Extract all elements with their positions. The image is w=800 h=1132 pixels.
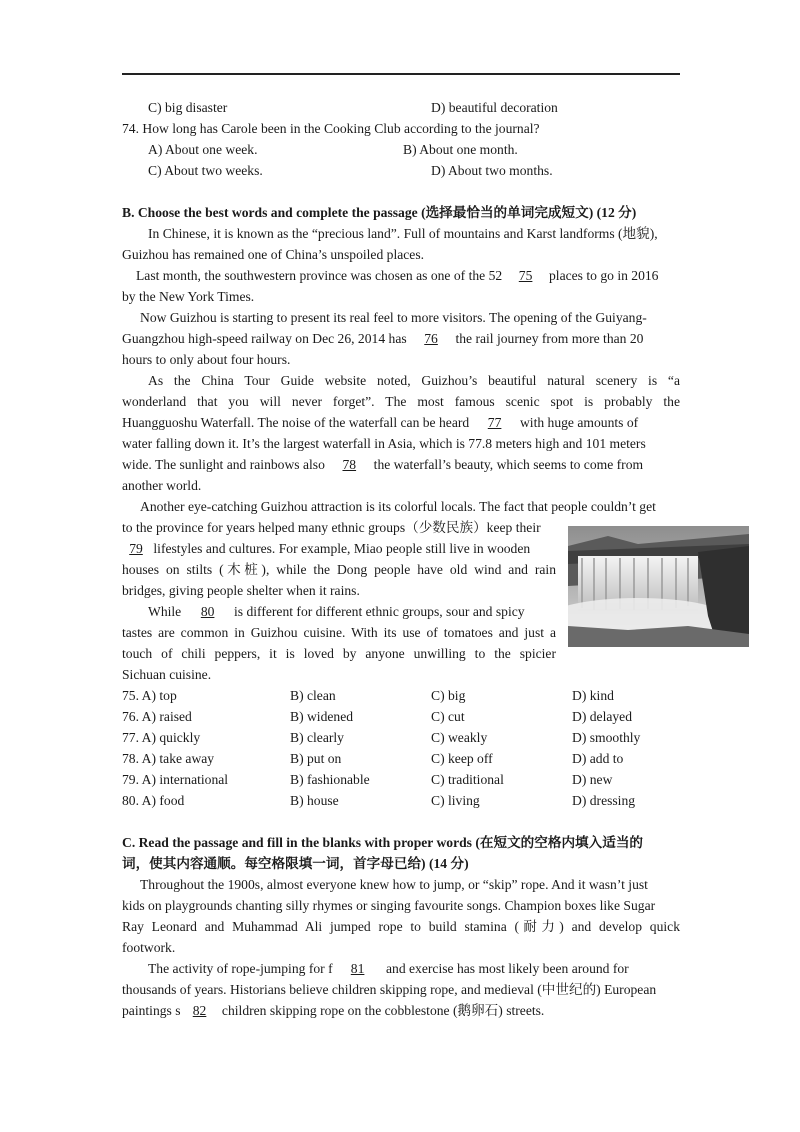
blank-79: 79 [129,541,143,556]
passage-text: children skipping rope on the cobblestone (鹅卵石) streets. [218,1003,545,1018]
option-75-d: D) kind [572,688,614,703]
passage-b-line: As the China Tour Guide website noted, Guizhou’s beautiful natural scenery is “a [148,373,680,388]
passage-c-line: thousands of years. Historians believe children skipping rope, and medieval (中世纪的) European [122,982,657,997]
q74-option-a: A) About one week. [148,142,258,157]
passage-text: wide. The sunlight and rainbows also [122,457,329,472]
passage-text: lifestyles and cultures. For example, Miao people still live in wooden [150,541,531,556]
passage-b-line: Now Guizhou is starting to present its real feel to more visitors. The opening of the Guiyang- [140,310,647,325]
passage-b-line [122,328,680,349]
option-77-c: C) weakly [431,730,488,745]
passage-b-line: In Chinese, it is known as the “precious land”. Full of mountains and Karst landforms (地貌), [148,226,658,241]
option-79-c: C) traditional [431,772,504,787]
passage-b-line [122,454,680,475]
passage-b-line [148,601,558,622]
blank-80: 80 [200,604,215,619]
passage-text: is different for different ethnic groups, sour and spicy [230,604,525,619]
section-c-heading: C. Read the passage and fill in the blanks with proper words (在短文的空格内填入适当的 [122,835,644,850]
blank-81: 81 [350,961,365,976]
passage-text: While [148,604,185,619]
passage-text: paintings s [122,1003,181,1018]
q73-option-d: D) beautiful decoration [431,100,558,115]
passage-b-line: another world. [122,478,202,493]
passage-c-line: Throughout the 1900s, almost everyone knew how to jump, or “skip” rope. And it wasn’t just [140,877,648,892]
passage-b-line [122,538,562,559]
section-b-heading: B. Choose the best words and complete the passage (选择最恰当的单词完成短文) (12 分) [122,205,637,220]
option-77-b: B) clearly [290,730,344,745]
passage-b-line: water falling down it. It’s the largest waterfall in Asia, which is 77.8 meters high and 101 meters [122,436,646,451]
option-75-a: 75. A) top [122,688,177,703]
option-75-c: C) big [431,688,466,703]
option-80-b: B) house [290,793,339,808]
passage-b-line: Guizhou has remained one of China’s unspoiled places. [122,247,425,262]
passage-text: with huge amounts of [516,415,639,430]
section-c-heading: 词，使其内容通顺。每空格限填一词，首字母已给) (14 分) [122,856,469,871]
passage-text: The activity of rope-jumping for f [148,961,333,976]
passage-text: Last month, the southwestern province was chosen as one of the 52 [136,268,506,283]
passage-text: places to go in 2016 [545,268,659,283]
option-78-b: B) put on [290,751,342,766]
passage-b-line: wonderland that you will never forget”. The most famous scenic spot is probably the [122,394,680,409]
passage-c-line [148,958,680,979]
option-76-a: 76. A) raised [122,709,192,724]
passage-text: the rail journey from more than 20 [452,331,644,346]
passage-c-line [122,1000,680,1021]
option-77-d: D) smoothly [572,730,641,745]
option-79-b: B) fashionable [290,772,370,787]
passage-b-line: by the New York Times. [122,289,255,304]
option-79-d: D) new [572,772,613,787]
option-76-b: B) widened [290,709,354,724]
passage-text: Guangzhou high-speed railway on Dec 26, 2014 has [122,331,411,346]
blank-76: 76 [424,331,438,346]
option-75-b: B) clean [290,688,336,703]
blank-78: 78 [342,457,357,472]
header-rule [122,73,680,75]
option-78-d: D) add to [572,751,624,766]
option-78-c: C) keep off [431,751,493,766]
passage-b-line: bridges, giving people shelter when it rains. [122,583,360,598]
blank-75: 75 [518,268,533,283]
option-77-a: 77. A) quickly [122,730,201,745]
passage-b-line: touch of chili peppers, it is loved by anyone unwilling to the spicier [122,646,556,661]
option-80-d: D) dressing [572,793,636,808]
waterfall-image [568,526,749,647]
q74-option-d: D) About two months. [431,163,553,178]
passage-b-line: tastes are common in Guizhou cuisine. With its use of tomatoes and just a [122,625,556,640]
passage-b-line: hours to only about four hours. [122,352,291,367]
passage-b-line: houses on stilts (木桩), while the Dong people have old wind and rain [122,562,556,577]
passage-b-line: to the province for years helped many ethnic groups（少数民族）keep their [122,520,541,535]
blank-77: 77 [487,415,502,430]
option-80-a: 80. A) food [122,793,185,808]
option-76-c: C) cut [431,709,465,724]
waterfall-illustration [568,526,749,647]
passage-c-line: kids on playgrounds chanting silly rhymes or singing favourite songs. Champion boxes like Sugar [122,898,656,913]
option-78-a: 78. A) take away [122,751,215,766]
q74-option-b: B) About one month. [403,142,518,157]
q74-option-c: C) About two weeks. [148,163,263,178]
passage-text: the waterfall’s beauty, which seems to come from [370,457,644,472]
option-79-a: 79. A) international [122,772,229,787]
q74-question: 74. How long has Carole been in the Cooking Club according to the journal? [122,121,540,136]
passage-b-line: Another eye-catching Guizhou attraction is its colorful locals. The fact that people couldn’t get [140,499,656,514]
passage-b-line [122,412,680,433]
passage-c-line: Ray Leonard and Muhammad Ali jumped rope to build stamina (耐力) and develop quick [122,919,680,934]
passage-text: Huangguoshu Waterfall. The noise of the waterfall can be heard [122,415,473,430]
option-76-d: D) delayed [572,709,633,724]
passage-c-line: footwork. [122,940,176,955]
q73-option-c: C) big disaster [148,100,228,115]
passage-b-line: Sichuan cuisine. [122,667,212,682]
passage-b-line [136,265,680,286]
passage-text: and exercise has most likely been around for [382,961,629,976]
blank-82: 82 [192,1003,207,1018]
option-80-c: C) living [431,793,480,808]
